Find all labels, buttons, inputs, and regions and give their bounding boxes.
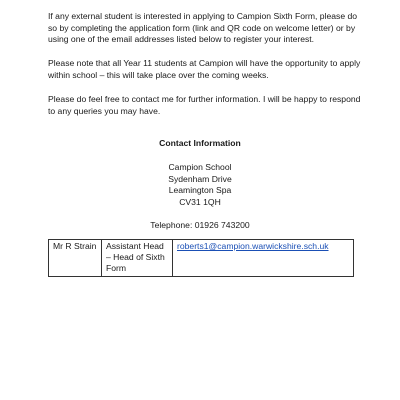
address-block	[0, 162, 400, 208]
year11-paragraph: Please note that all Year 11 students at Campion will have the opportunity to apply within school – this will take place over the coming weeks.	[48, 58, 361, 80]
contact-me-paragraph: Please do feel free to contact me for further information. I will be happy to respond to any queries you may have.	[48, 94, 361, 116]
contact-heading: Contact Information	[159, 138, 241, 148]
address-line-school: Campion School	[168, 162, 232, 172]
intro-paragraph: If any external student is interested in applying to Campion Sixth Form, please do so by completing the application form (link and QR code on welcome letter) or by using one of the email addresses listed below to register your interest.	[48, 11, 358, 44]
address-line-postcode: CV31 1QH	[179, 196, 221, 207]
telephone-line: Telephone: 01926 743200	[150, 220, 250, 230]
address-line-street: Sydenham Drive	[168, 173, 232, 184]
address-line-town: Leamington Spa	[168, 185, 232, 196]
contact-name-cell: Mr R Strain	[49, 240, 102, 277]
contact-table	[48, 239, 354, 277]
contact-email-cell	[173, 240, 354, 277]
contact-role-cell: Assistant Head – Head of Sixth Form	[102, 240, 173, 277]
email-link[interactable]: roberts1@campion.warwickshire.sch.uk	[177, 241, 329, 251]
table-row	[49, 240, 354, 277]
